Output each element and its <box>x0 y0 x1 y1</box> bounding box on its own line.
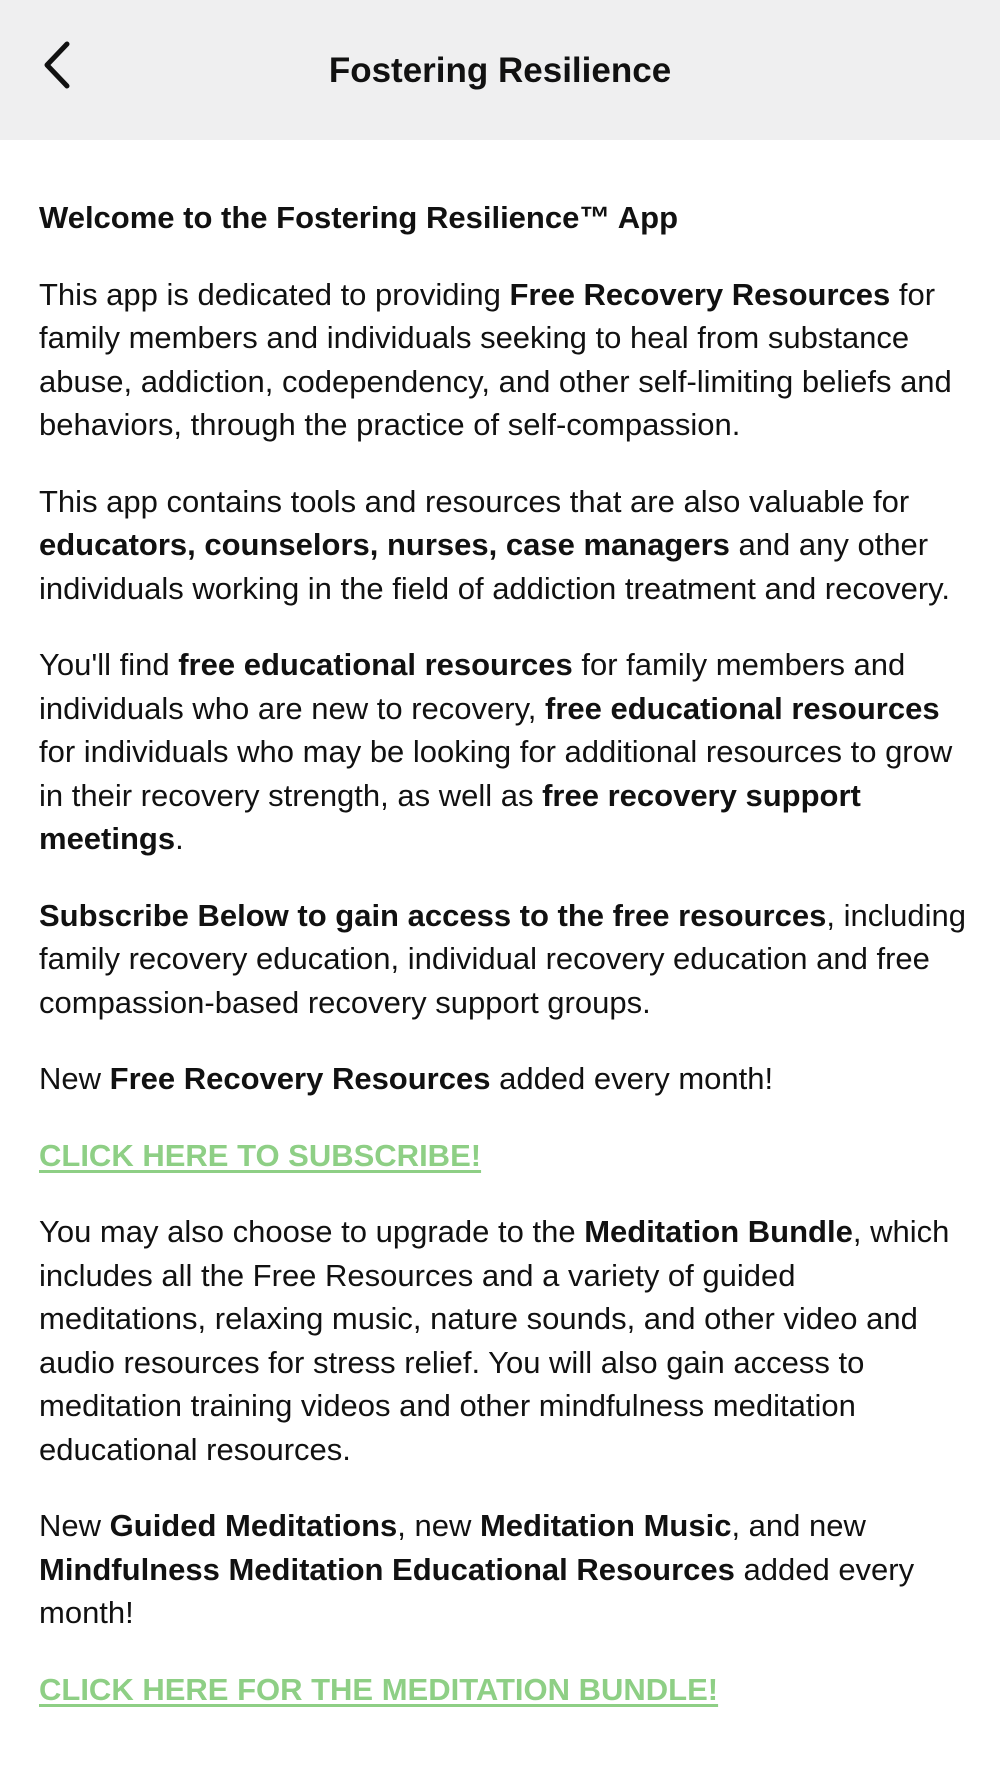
meditation-bundle-link[interactable]: CLICK HERE FOR THE MEDITATION BUNDLE! <box>39 1671 719 1707</box>
meditation-bundle-paragraph: You may also choose to upgrade to the Meditation Bundle, which includes all the Free Resources and a variety of guided meditations, relaxing music, nature sounds, and other video and audio resources for stress relief. You will also gain access to meditation training videos and other mindfulness meditation educational resources. <box>39 1214 950 1467</box>
monthly-resources-paragraph: New Free Recovery Resources added every month! <box>39 1061 774 1096</box>
page-title: Fostering Resilience <box>328 51 672 90</box>
meditation-updates-paragraph: New Guided Meditations, new Meditation Music, and new Mindfulness Meditation Educational Resources added every month! <box>39 1508 915 1630</box>
navigation-bar <box>0 0 1000 140</box>
welcome-heading-text: Welcome to the Fostering Resilience™ App <box>39 200 679 235</box>
intro-paragraph: This app is dedicated to providing Free Recovery Resources for family members and individuals seeking to heal from substance abuse, addiction, codependency, and other self-limiting beliefs and behaviors, through the practice of self-compassion. <box>39 276 952 442</box>
content-body <box>39 196 969 1744</box>
subscribe-link-row <box>39 1134 969 1178</box>
subscribe-link[interactable]: CLICK HERE TO SUBSCRIBE! <box>39 1137 482 1173</box>
resources-paragraph: You'll find free educational resources for family members and individuals who are new to recovery, free educational resources for individuals who may be looking for additional resources to grow in their recovery strength, as well as free recovery support meetings. <box>39 647 953 856</box>
welcome-heading <box>39 196 969 240</box>
subscribe-paragraph: Subscribe Below to gain access to the free resources, including family recovery education, individual recovery education and free compassion-based recovery support groups. <box>39 897 966 1020</box>
professionals-paragraph: This app contains tools and resources that are also valuable for educators, counselors, nurses, case managers and any other individuals working in the field of addiction treatment and recovery. <box>39 483 950 606</box>
bundle-link-row <box>39 1668 969 1712</box>
